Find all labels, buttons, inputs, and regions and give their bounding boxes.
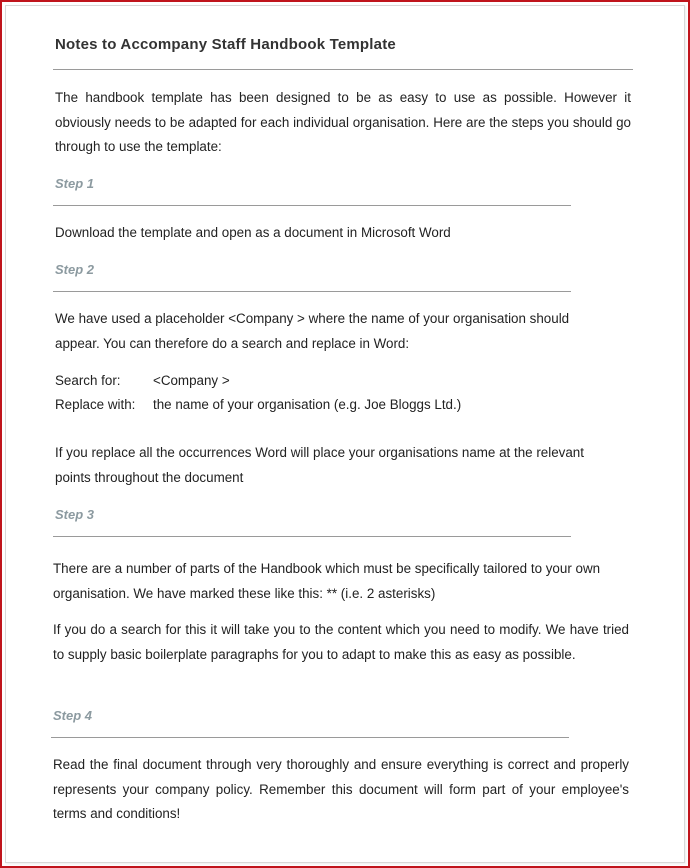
document-title: Notes to Accompany Staff Handbook Template [55,36,396,53]
step-2-note-line-1: If you replace all the occurrences Word will place your organisations name at the relevant [55,445,584,460]
step-4-text: Read the final document through very thoroughly and ensure everything is correct and properly represents your company policy. Remember this document will form part of your employee's terms and conditions! [53,757,629,821]
step-3-text-2: If you do a search for this it will take you to the content which you need to modify. We have tried to supply basic boilerplate paragraphs for you to adapt to make this as easy as possible. [53,622,629,662]
search-for-row [55,369,230,393]
step-2-text: We have used a placeholder <Company > where the name of your organisation should appear. You can therefore do a search and replace in Word: [55,311,570,351]
step-1-divider [53,205,571,206]
step-4-divider [51,737,569,738]
step-3-text-1: There are a number of parts of the Handbook which must be specifically tailored to your own organisation. We have marked these like this: ** (i.e. 2 asterisks) [53,561,601,601]
step-3-heading: Step 3 [55,507,95,522]
title-divider [53,69,633,70]
step-2-heading: Step 2 [55,262,95,277]
step-2-note-line-2: points throughout the document [55,470,244,485]
step-3-divider [53,536,571,537]
intro-paragraph: The handbook template has been designed to be as easy to use as possible. However it obviously needs to be adapted for each individual organisation. Here are the steps you should go through to use the template: [55,90,631,154]
replace-with-value: the name of your organisation (e.g. Joe Bloggs Ltd.) [153,397,462,412]
step-2-divider [53,291,571,292]
search-for-value: <Company > [153,373,230,388]
step-4-heading: Step 4 [53,708,93,723]
step-1-text: Download the template and open as a document in Microsoft Word [55,225,451,240]
replace-with-label: Replace with: [55,397,136,412]
replace-with-row [55,393,461,417]
search-for-label: Search for: [55,373,121,388]
step-1-heading: Step 1 [55,176,95,191]
